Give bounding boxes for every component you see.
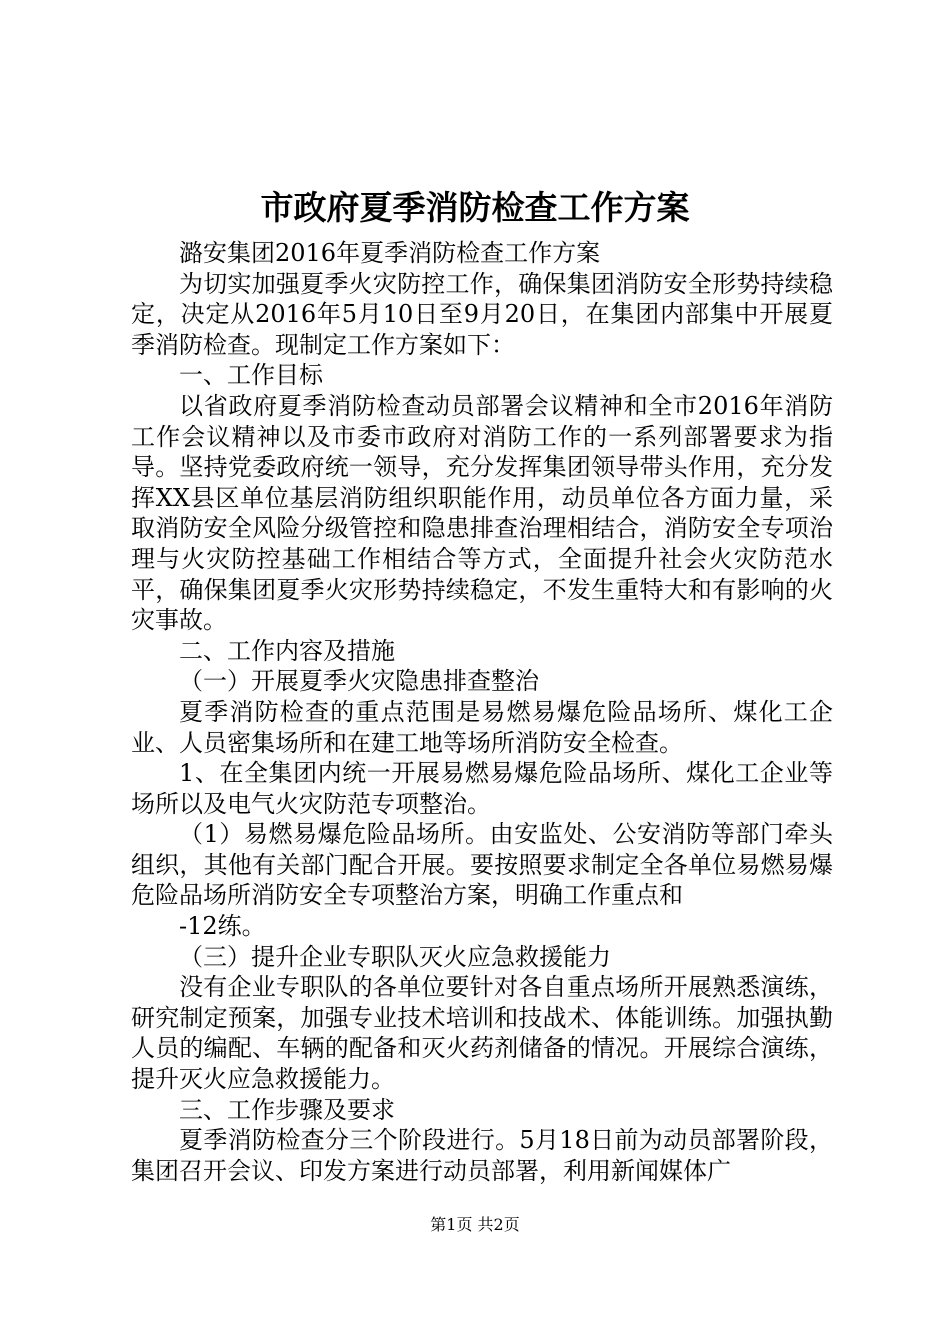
paragraph-subtitle: 潞安集团2016年夏季消防检查工作方案	[179, 239, 601, 267]
paragraph-item-1-1: （1）易燃易爆危险品场所。由安监处、公安消防等部门牵头组织，其他有关部门配合开展。要按照要求制定全各单位易燃易爆危险品场所消防安全专项整治方案，明确工作重点和	[131, 820, 833, 910]
subsection-heading-1: （一）开展夏季火灾隐患排查整治	[179, 667, 539, 696]
paragraph-rescue: 没有企业专职队的各单位要针对各自重点场所开展熟悉演练，研究制定预案，加强专业技术培训和技战术、体能训练。加强执勤人员的编配、车辆的配备和灭火药剂储备的情况。开展综合演练，提升灭火应急救援能力。	[131, 973, 833, 1094]
paragraph-intro: 为切实加强夏季火灾防控工作，确保集团消防安全形势持续稳定，决定从2016年5月10日至9月20日，在集团内部集中开展夏季消防检查。现制定工作方案如下：	[131, 269, 833, 359]
subsection-heading-3: （三）提升企业专职队灭火应急救援能力	[179, 942, 611, 971]
paragraph-fragment: -12练。	[179, 912, 266, 941]
document-title: 市政府夏季消防检查工作方案	[260, 188, 690, 227]
paragraph-scope: 夏季消防检查的重点范围是易燃易爆危险品场所、煤化工企业、人员密集场所和在建工地等场所消防安全检查。	[131, 697, 833, 757]
paragraph-item-1: 1、在全集团内统一开展易燃易爆危险品场所、煤化工企业等场所以及电气火灾防范专项整治。	[131, 759, 833, 818]
section-heading-steps: 三、工作步骤及要求	[179, 1095, 395, 1124]
section-heading-content: 二、工作内容及措施	[179, 636, 395, 665]
paragraph-goals: 以省政府夏季消防检查动员部署会议精神和全市2016年消防工作会议精神以及市委市政府对消防工作的一系列部署要求为指导。坚持党委政府统一领导，充分发挥集团领导带头作用，充分发挥XX县区单位基层消防组织职能作用，动员单位各方面力量，采取消防安全风险分级管控和隐患排查治理相结合，消防安全专项治理与火灾防控基础工作相结合等方式，全面提升社会火灾防范水平，确保集团夏季火灾形势持续稳定，不发生重特大和有影响的火灾事故。	[131, 391, 833, 635]
document-body	[131, 238, 833, 1186]
paragraph-steps: 夏季消防检查分三个阶段进行。5月18日前为动员部署阶段，集团召开会议、印发方案进行动员部署，利用新闻媒体广	[131, 1126, 833, 1185]
page-number: 第1页 共2页	[430, 1215, 520, 1234]
section-heading-goals: 一、工作目标	[179, 361, 323, 390]
